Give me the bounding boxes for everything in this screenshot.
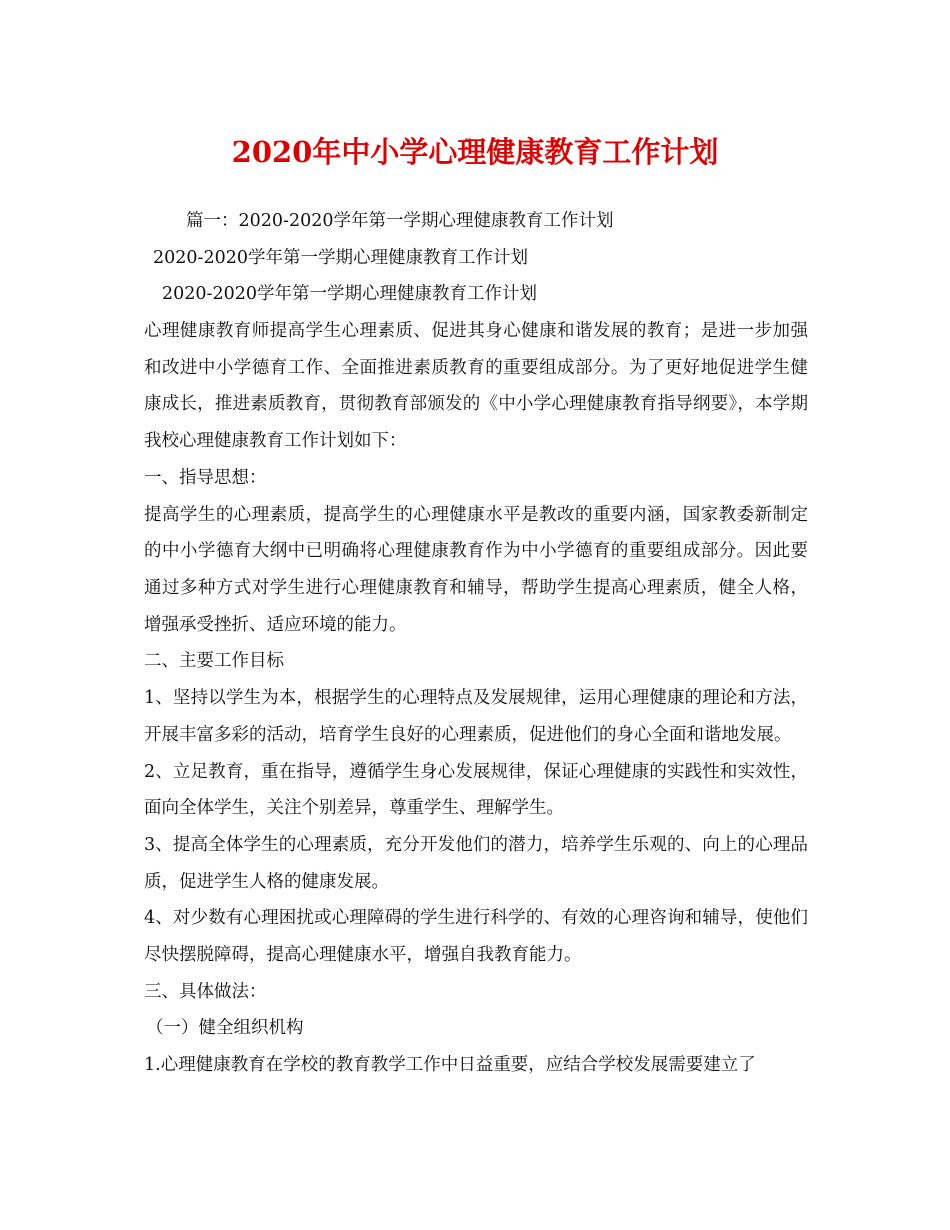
goal-item-1: 1、坚持以学生为本，根据学生的心理特点及发展规律，运用心理健康的理论和方法，开展丰富多彩的活动，培育学生良好的心理素质，促进他们的身心全面和谐地发展。 <box>144 688 808 745</box>
section-heading-main-goals: 二、主要工作目标 <box>144 651 284 672</box>
subtitle-line-1: 2020-2020学年第一学期心理健康教育工作计划 <box>153 247 528 268</box>
section-heading-guiding-thought: 一、指导思想： <box>144 467 267 488</box>
intro-paragraph: 心理健康教育师提高学生心理素质、促进其身心健康和谐发展的教育；是进一步加强和改进中小学德育工作、全面推进素质教育的重要组成部分。为了更好地促进学生健康成长，推进素质教育，贯彻教育部颁发的《中小学心理健康教育指导纲要》，本学期我校心理健康教育工作计划如下： <box>144 321 808 452</box>
document-title: 2020年中小学心理健康教育工作计划 <box>231 135 719 169</box>
guiding-thought-paragraph: 提高学生的心理素质，提高学生的心理健康水平是教改的重要内涵，国家教委新制定的中小学德育大纲中已明确将心理健康教育作为中小学德育的重要组成部分。因此要通过多种方式对学生进行心理健康教育和辅导，帮助学生提高心理素质，健全人格，增强承受挫折、适应环境的能力。 <box>144 504 808 635</box>
goal-item-2: 2、立足教育，重在指导，遵循学生身心发展规律，保证心理健康的实践性和实效性，面向全体学生，关注个别差异，尊重学生、理解学生。 <box>144 761 808 819</box>
document-body <box>144 203 808 1084</box>
subsection-heading-organization: （一）健全组织机构 <box>146 1018 304 1039</box>
goal-item-3: 3、提高全体学生的心理素质，充分开发他们的潜力，培养学生乐观的、向上的心理品质，促进学生人格的健康发展。 <box>144 834 808 892</box>
section-heading-methods: 三、具体做法： <box>144 981 267 1002</box>
chapter-heading: 篇一：2020-2020学年第一学期心理健康教育工作计划 <box>186 211 614 231</box>
goal-item-4: 4、对少数有心理困扰或心理障碍的学生进行科学的、有效的心理咨询和辅导，使他们尽快摆脱障碍，提高心理健康水平，增强自我教育能力。 <box>144 908 808 966</box>
subtitle-line-2: 2020-2020学年第一学期心理健康教育工作计划 <box>162 284 537 305</box>
method-item-1: 1.心理健康教育在学校的教育教学工作中日益重要，应结合学校发展需要建立了 <box>144 1055 756 1076</box>
